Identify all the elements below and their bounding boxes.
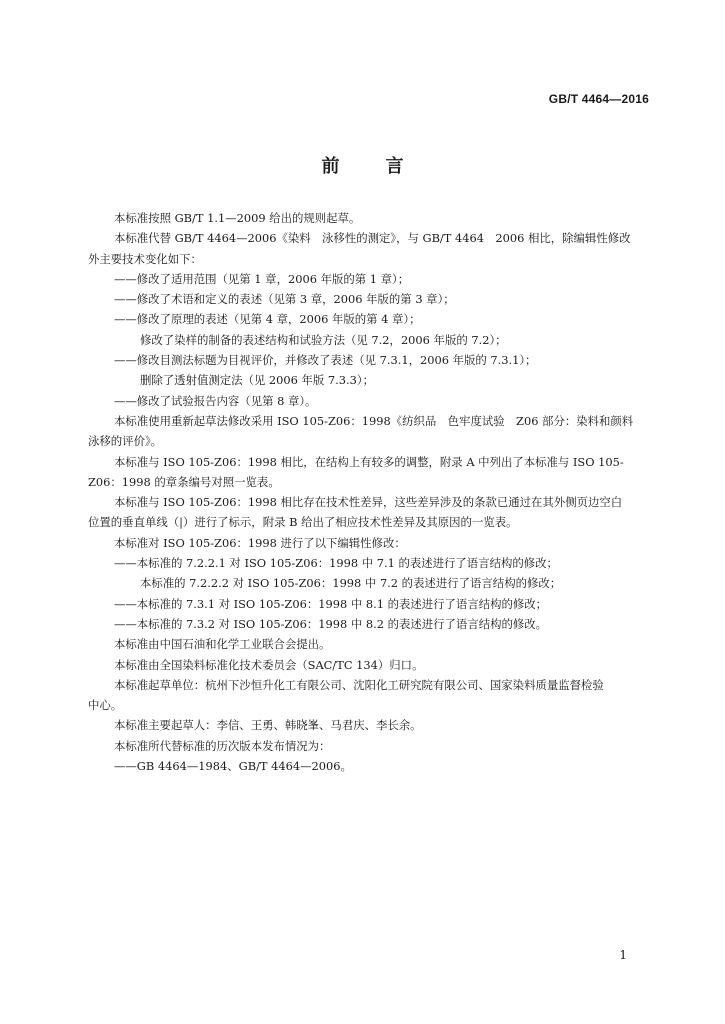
text-line: 位置的垂直单线（|）进行了标示，附录 B 给出了相应技术性差异及其原因的一览表。 [88,515,518,530]
title-char-2: 言 [385,156,404,177]
text-line: 本标准代替 GB/T 4464—2006《染料 泳移性的测定》，与 GB/T 4464 2006 相比，除编辑性修改 [114,231,631,246]
text-line: 本标准对 ISO 105-Z06：1998 进行了以下编辑性修改： [114,535,406,550]
text-line: 本标准按照 GB/T 1.1—2009 给出的规则起草。 [114,211,361,225]
text-line: 本标准主要起草人：李信、王勇、韩晓峯、马君庆、李长余。 [114,718,422,733]
foreword-body [88,208,664,776]
text-line: ——修改了试验报告内容（见第 8 章）。 [114,393,317,408]
text-line: ——本标准的 7.3.1 对 ISO 105-Z06：1998 中 8.1 的表述进行了语言结构的修改； [114,596,548,611]
page-title [0,152,725,178]
text-line: ——修改了适用范围（见第 1 章，2006 年版的第 1 章）； [114,271,410,286]
text-line: ——本标准的 7.3.2 对 ISO 105-Z06：1998 中 8.2 的表述进行了语言结构的修改。 [114,616,548,631]
text-line: 本标准使用重新起草法修改采用 ISO 105-Z06：1998《纺织品 色牢度试验 Z06 部分：染料和颜料 [114,413,634,428]
text-line: 本标准与 ISO 105-Z06：1998 相比存在技术性差异，这些差异涉及的条款已通过在其外侧页边空白 [114,495,623,510]
text-line: ——修改了原理的表述（见第 4 章，2006 年版的第 4 章）； [114,312,421,327]
text-line: 删除了透射值测定法（见 2006 年版 7.3.3）； [140,373,374,388]
text-line: Z06：1998 的章条编号对照一览表。 [88,474,280,489]
text-line: 本标准所代替标准的历次版本发布情况为： [114,738,331,753]
text-line: ——本标准的 7.2.2.1 对 ISO 105-Z06：1998 中 7.1 的表述进行了语言结构的修改； [114,556,558,571]
text-line: 中心。 [88,698,123,713]
text-line: ——修改了术语和定义的表述（见第 3 章，2006 年版的第 3 章）； [114,292,455,307]
text-line: 泳移的评价》。 [88,434,163,449]
text-line: 外主要技术变化如下： [88,251,202,266]
title-char-1: 前 [321,156,340,177]
text-line: ——修改目测法标题为目视评价，并修改了表述（见 7.3.1，2006 年版的 7.3.1）； [114,353,537,368]
text-line: 本标准由全国染料标准化技术委员会（SAC/TC 134）归口。 [114,657,424,672]
standard-code: GB/T 4464—2016 [548,92,649,106]
text-line: 本标准的 7.2.2.2 对 ISO 105-Z06：1998 中 7.2 的表述进行了语言结构的修改； [140,576,562,591]
text-line: 本标准起草单位：杭州下沙恒升化工有限公司、沈阳化工研究院有限公司、国家染料质量监督检验 [114,677,604,692]
text-line: 修改了染样的制备的表述结构和试验方法（见 7.2，2006 年版的 7.2）； [140,332,507,347]
text-line: ——GB 4464—1984、GB/T 4464—2006。 [114,759,352,774]
text-line: 本标准与 ISO 105-Z06：1998 相比，在结构上有较多的调整，附录 A 中列出了本标准与 ISO 105- [114,454,624,469]
text-line: 本标准由中国石油和化学工业联合会提出。 [114,637,331,652]
page-number: 1 [619,948,627,962]
